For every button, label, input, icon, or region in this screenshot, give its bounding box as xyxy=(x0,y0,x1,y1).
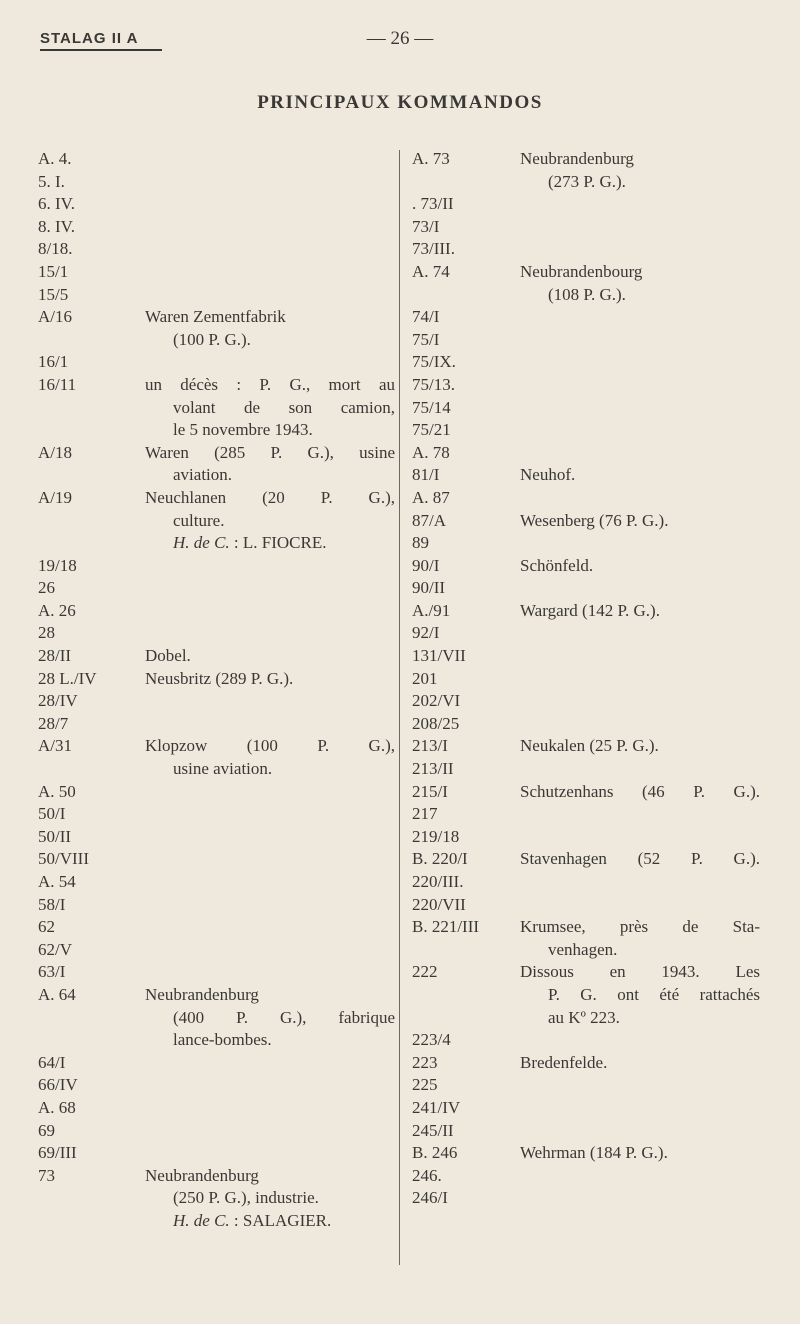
kommando-entry xyxy=(38,374,398,442)
kommando-entry xyxy=(38,351,398,374)
kommando-entry xyxy=(412,487,792,510)
kommando-code: 62 xyxy=(38,917,55,937)
kommando-description xyxy=(520,916,760,961)
kommando-code: A/31 xyxy=(38,736,72,756)
kommando-code: 50/VIII xyxy=(38,849,89,869)
kommando-code: B. 246 xyxy=(412,1143,458,1163)
kommando-code: 16/1 xyxy=(38,352,69,372)
kommando-entry xyxy=(412,577,792,600)
kommando-code: 90/I xyxy=(412,555,440,575)
kommando-code: A. 50 xyxy=(38,781,76,801)
kommando-entry xyxy=(412,961,792,1029)
kommando-entry xyxy=(38,826,398,849)
kommando-entry xyxy=(412,532,792,555)
kommando-code: A. 78 xyxy=(412,442,450,462)
kommando-code: 220/VII xyxy=(412,894,466,914)
kommando-entry xyxy=(38,306,398,351)
kommando-code: 26 xyxy=(38,578,55,598)
kommando-entry xyxy=(412,735,792,758)
kommando-code: 73/I xyxy=(412,216,440,236)
kommando-entry xyxy=(38,261,398,284)
kommando-entry xyxy=(38,781,398,804)
kommando-code: 50/I xyxy=(38,804,66,824)
homme-de-confiance-prefix: H. de C. xyxy=(173,1210,230,1230)
kommando-code: 75/13. xyxy=(412,374,455,394)
stalag-label: STALAG II A xyxy=(40,30,139,47)
kommando-entry xyxy=(38,216,398,239)
description-line: un décès : P. G., mort au xyxy=(145,374,395,394)
kommando-code: 62/V xyxy=(38,939,72,959)
kommando-description xyxy=(520,848,760,871)
description-line: Klopzow (100 P. G.), xyxy=(145,736,395,756)
kommando-code: 75/IX. xyxy=(412,352,456,372)
kommando-entry xyxy=(412,1120,792,1143)
description-line: Neuhof. xyxy=(520,465,576,485)
kommando-code: A./91 xyxy=(412,600,451,620)
kommando-code: 73/III. xyxy=(412,239,455,259)
kommando-code: 246/I xyxy=(412,1188,448,1208)
kommando-description xyxy=(145,487,395,555)
description-line: lance-bombes. xyxy=(173,1030,272,1050)
kommando-code: 222 xyxy=(412,962,438,982)
kommando-code: 19/18 xyxy=(38,555,77,575)
description-line: Waren Zementfabrik xyxy=(145,307,286,327)
kommando-entry xyxy=(412,1142,792,1165)
description-line: (273 P. G.). xyxy=(548,171,626,191)
kommando-code: 246. xyxy=(412,1165,442,1185)
page-title: PRINCIPAUX KOMMANDOS xyxy=(257,92,543,113)
description-line: Neubrandenburg xyxy=(520,149,634,168)
description-line: Schutzenhans (46 P. G.). xyxy=(520,781,760,801)
kommando-entry xyxy=(38,622,398,645)
kommando-entry xyxy=(412,216,792,239)
kommando-code: A. 68 xyxy=(38,1097,76,1117)
kommando-description xyxy=(145,668,395,691)
kommando-entry xyxy=(38,1165,398,1233)
homme-de-confiance-name: : L. FIOCRE. xyxy=(229,533,327,553)
kommando-entry xyxy=(38,645,398,668)
kommando-entry xyxy=(412,1029,792,1052)
kommando-entry xyxy=(38,713,398,736)
description-line: Dissous en 1943. Les xyxy=(520,962,760,982)
kommando-entry xyxy=(38,1074,398,1097)
homme-de-confiance-name: : SALAGIER. xyxy=(229,1210,332,1230)
kommando-code: 73 xyxy=(38,1165,55,1185)
kommando-entry xyxy=(412,306,792,329)
kommando-code: 223/4 xyxy=(412,1030,451,1050)
kommando-code: 63/I xyxy=(38,962,66,982)
kommando-description xyxy=(520,464,760,487)
kommando-code: A. 4. xyxy=(38,149,72,168)
kommando-description xyxy=(145,645,395,668)
kommando-code: A. 26 xyxy=(38,600,76,620)
kommando-description xyxy=(520,735,760,758)
kommando-code: 213/I xyxy=(412,736,448,756)
description-line: Neubrandenbourg xyxy=(520,261,643,281)
kommando-code: 6. IV. xyxy=(38,194,75,214)
description-line: Bredenfelde. xyxy=(520,1052,608,1072)
kommando-code: A. 73 xyxy=(412,149,450,168)
homme-de-confiance-prefix: H. de C. xyxy=(173,533,230,553)
kommando-entry xyxy=(412,600,792,623)
description-line: P. G. ont été rattachés xyxy=(548,984,760,1004)
kommando-description xyxy=(520,781,760,804)
kommando-description xyxy=(145,374,395,442)
kommando-entry xyxy=(38,1120,398,1143)
description-line: aviation. xyxy=(173,465,233,485)
kommando-entry xyxy=(412,555,792,578)
kommando-code: 217 xyxy=(412,804,438,824)
kommando-description xyxy=(145,1165,395,1233)
kommando-entry xyxy=(38,171,398,194)
kommando-entry xyxy=(412,351,792,374)
kommando-code: 69/III xyxy=(38,1143,77,1163)
kommando-description xyxy=(145,984,395,1052)
kommando-entry xyxy=(412,848,792,871)
kommando-entry xyxy=(412,826,792,849)
kommando-code: 66/IV xyxy=(38,1075,78,1095)
description-line: (108 P. G.). xyxy=(548,284,626,304)
description-line: Neusbritz (289 P. G.). xyxy=(145,668,294,688)
kommando-entry xyxy=(412,464,792,487)
description-line: usine aviation. xyxy=(173,759,273,779)
kommando-entry xyxy=(38,939,398,962)
kommando-code: . 73/II xyxy=(412,194,454,214)
kommando-entry xyxy=(38,735,398,780)
page-number: — 26 — xyxy=(366,28,434,49)
kommando-entry xyxy=(412,1165,792,1188)
kommando-entry xyxy=(412,374,792,397)
kommando-code: 75/14 xyxy=(412,397,451,417)
kommando-code: 92/I xyxy=(412,623,440,643)
kommando-code: 8/18. xyxy=(38,239,73,259)
kommando-code: 202/VI xyxy=(412,691,461,711)
kommando-code: 223 xyxy=(412,1052,438,1072)
kommando-entry xyxy=(412,397,792,420)
description-line: Neukalen (25 P. G.). xyxy=(520,736,659,756)
kommando-code: 75/I xyxy=(412,329,440,349)
kommando-code: 28/7 xyxy=(38,713,69,733)
kommando-description xyxy=(145,442,395,487)
kommando-entry xyxy=(412,713,792,736)
kommando-code: 208/25 xyxy=(412,713,460,733)
kommando-code: A. 74 xyxy=(412,261,450,281)
kommando-entry xyxy=(38,193,398,216)
kommando-entry xyxy=(38,148,398,171)
kommando-entry xyxy=(412,1074,792,1097)
kommando-code: 58/I xyxy=(38,894,66,914)
description-line: au Kº 223. xyxy=(548,1007,620,1027)
kommando-entry xyxy=(412,1097,792,1120)
kommando-entry xyxy=(412,238,792,261)
description-line: Wesenberg (76 P. G.). xyxy=(520,510,669,530)
kommando-description xyxy=(520,510,760,533)
kommando-description xyxy=(520,148,760,193)
description-line: Wehrman (184 P. G.). xyxy=(520,1143,668,1163)
description-line: Neuchlanen (20 P. G.), xyxy=(145,487,395,507)
kommando-code: 89 xyxy=(412,533,429,553)
kommando-code: 69 xyxy=(38,1120,55,1140)
kommando-entry xyxy=(38,555,398,578)
homme-de-confiance-line xyxy=(145,532,395,555)
kommando-code: 8. IV. xyxy=(38,216,75,236)
description-line: le 5 novembre 1943. xyxy=(173,420,313,440)
kommando-code: A/16 xyxy=(38,307,72,327)
kommando-code: 50/II xyxy=(38,826,72,846)
kommando-code: 16/11 xyxy=(38,374,77,394)
kommando-entry xyxy=(38,1142,398,1165)
description-line: Stavenhagen (52 P. G.). xyxy=(520,849,760,869)
kommando-entry xyxy=(38,577,398,600)
kommando-code: 28/II xyxy=(38,646,72,666)
kommando-code: 28 xyxy=(38,623,55,643)
kommando-entry xyxy=(38,442,398,487)
left-column xyxy=(38,148,398,1233)
kommando-description xyxy=(520,600,760,623)
kommando-entry xyxy=(38,238,398,261)
description-line: Neubrandenburg xyxy=(145,984,259,1004)
kommando-code: 215/I xyxy=(412,781,448,801)
kommando-entry xyxy=(412,758,792,781)
description-line: Schönfeld. xyxy=(520,555,594,575)
kommando-entry xyxy=(412,781,792,804)
kommando-entry xyxy=(38,284,398,307)
kommando-code: B. 220/I xyxy=(412,849,468,869)
kommando-entry xyxy=(412,622,792,645)
kommando-entry xyxy=(38,871,398,894)
kommando-description xyxy=(520,1052,760,1075)
kommando-code: 131/VII xyxy=(412,646,466,666)
kommando-code: A/19 xyxy=(38,487,72,507)
kommando-code: 28 L./IV xyxy=(38,668,97,688)
kommando-description xyxy=(145,306,395,351)
description-line: venhagen. xyxy=(548,939,618,959)
kommando-code: A. 87 xyxy=(412,487,450,507)
kommando-description xyxy=(520,261,760,306)
kommando-entry xyxy=(412,442,792,465)
kommando-entry xyxy=(412,645,792,668)
kommando-entry xyxy=(38,600,398,623)
kommando-code: 220/III. xyxy=(412,872,464,891)
description-line: culture. xyxy=(173,510,225,530)
kommando-description xyxy=(145,735,395,780)
kommando-entry xyxy=(38,984,398,1052)
homme-de-confiance-line xyxy=(145,1210,395,1233)
description-line: volant de son camion, xyxy=(173,397,395,417)
kommando-entry xyxy=(38,668,398,691)
kommando-entry xyxy=(38,690,398,713)
kommando-entry xyxy=(38,894,398,917)
kommando-code: 201 xyxy=(412,668,438,688)
kommando-entry xyxy=(412,510,792,533)
kommando-entry xyxy=(412,261,792,306)
description-line: Wargard (142 P. G.). xyxy=(520,600,660,620)
kommando-code: 81/I xyxy=(412,465,440,485)
description-line: (250 P. G.), industrie. xyxy=(173,1188,319,1208)
kommando-entry xyxy=(412,916,792,961)
kommando-entry xyxy=(412,329,792,352)
kommando-entry xyxy=(412,1052,792,1075)
description-line: Neubrandenburg xyxy=(145,1165,259,1185)
column-divider xyxy=(399,150,400,1265)
description-line: Waren (285 P. G.), usine xyxy=(145,442,395,462)
kommando-code: A. 64 xyxy=(38,984,76,1004)
kommando-code: 213/II xyxy=(412,759,454,779)
description-line: (100 P. G.). xyxy=(173,329,251,349)
description-line: Dobel. xyxy=(145,646,191,666)
kommando-code: 15/1 xyxy=(38,261,69,281)
kommando-description xyxy=(520,555,760,578)
kommando-code: A/18 xyxy=(38,442,72,462)
kommando-entry xyxy=(38,487,398,555)
kommando-code: 74/I xyxy=(412,307,440,327)
kommando-code: A. 54 xyxy=(38,872,76,891)
kommando-entry xyxy=(412,419,792,442)
kommando-entry xyxy=(412,148,792,193)
kommando-code: 225 xyxy=(412,1075,438,1095)
kommando-code: 5. I. xyxy=(38,171,65,191)
kommando-code: 15/5 xyxy=(38,284,69,304)
kommando-entry xyxy=(38,803,398,826)
kommando-code: 245/II xyxy=(412,1120,454,1140)
kommando-entry xyxy=(38,961,398,984)
kommando-entry xyxy=(412,668,792,691)
description-line: Krumsee, près de Sta- xyxy=(520,917,760,937)
description-line: (400 P. G.), fabrique xyxy=(173,1007,395,1027)
kommando-entry xyxy=(412,803,792,826)
kommando-description xyxy=(520,1142,760,1165)
kommando-code: 90/II xyxy=(412,578,446,598)
kommando-code: 28/IV xyxy=(38,691,78,711)
kommando-entry xyxy=(412,894,792,917)
kommando-code: 87/A xyxy=(412,510,446,530)
kommando-entry xyxy=(412,193,792,216)
kommando-code: 64/I xyxy=(38,1052,66,1072)
kommando-entry xyxy=(38,1052,398,1075)
kommando-code: 75/21 xyxy=(412,420,451,440)
kommando-entry xyxy=(412,1187,792,1210)
kommando-description xyxy=(520,961,760,1029)
kommando-entry xyxy=(412,690,792,713)
kommando-code: B. 221/III xyxy=(412,917,480,937)
kommando-entry xyxy=(38,848,398,871)
kommando-entry xyxy=(412,871,792,894)
right-column xyxy=(412,148,792,1210)
kommando-code: 241/IV xyxy=(412,1097,461,1117)
kommando-code: 219/18 xyxy=(412,826,460,846)
kommando-entry xyxy=(38,1097,398,1120)
kommando-entry xyxy=(38,916,398,939)
